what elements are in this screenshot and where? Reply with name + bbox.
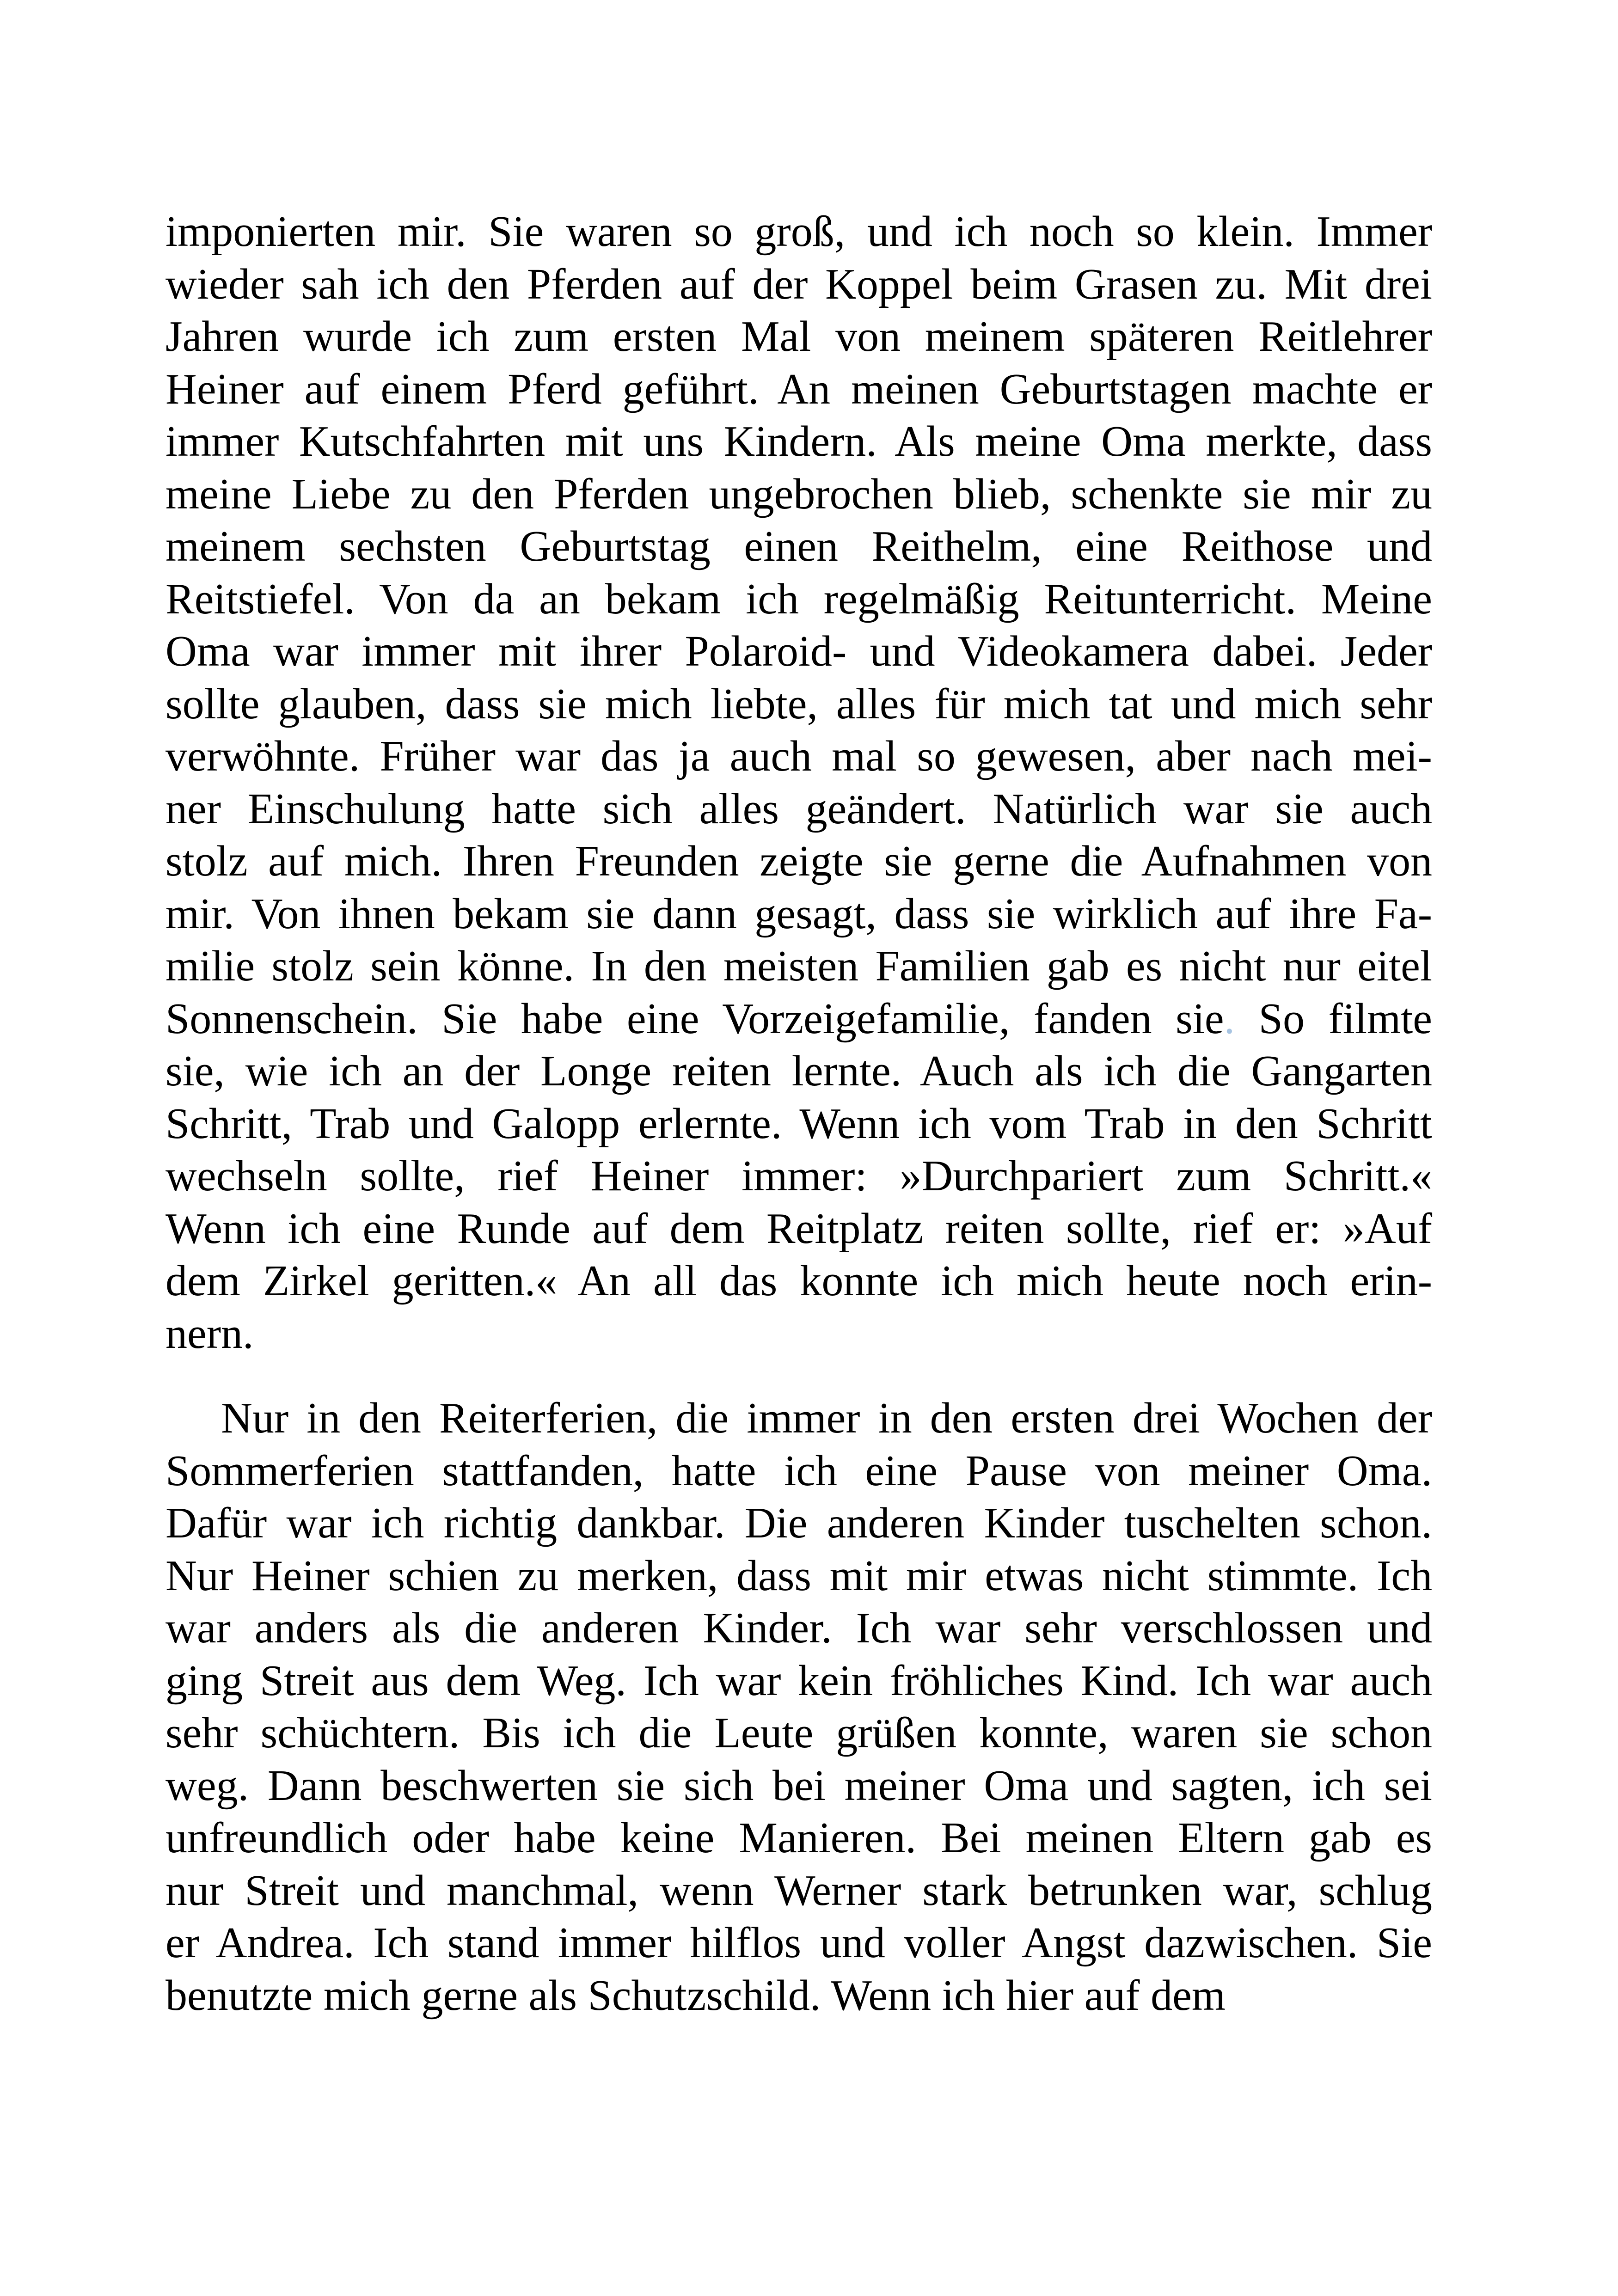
text-line: wechseln sollte, rief Heiner immer: »Durchpariert zum Schritt.« <box>165 1152 1432 1200</box>
text-line: Reitstiefel. Von da an bekam ich regelmäßig Reitunterricht. Meine <box>165 575 1432 623</box>
text-line: Heiner auf einem Pferd geführt. An meinen Geburtstagen machte er <box>165 365 1432 413</box>
text-line: imponierten mir. Sie waren so groß, und ich noch so klein. Immer <box>165 208 1432 256</box>
text-line: war anders als die anderen Kinder. Ich war sehr verschlossen und <box>165 1604 1432 1652</box>
paragraph <box>165 1392 1432 2022</box>
text-line: meinem sechsten Geburtstag einen Reithelm, eine Reithose und <box>165 522 1432 570</box>
text-line: sehr schüchtern. Bis ich die Leute grüßen konnte, waren sie schon <box>165 1709 1432 1757</box>
text-line: immer Kutschfahrten mit uns Kindern. Als meine Oma merkte, dass <box>165 417 1432 465</box>
text-line: unfreundlich oder habe keine Manieren. Bei meinen Eltern gab es <box>165 1814 1432 1862</box>
text-line: dem Zirkel geritten.« An all das konnte ich mich heute noch erin- <box>165 1257 1432 1305</box>
text-line: sie, wie ich an der Longe reiten lernte. Auch als ich die Gangarten <box>165 1047 1432 1095</box>
text-line: ner Einschulung hatte sich alles geändert. Natürlich war sie auch <box>165 784 1432 833</box>
text-line: sollte glauben, dass sie mich liebte, alles für mich tat und mich sehr <box>165 680 1432 728</box>
text-line: meine Liebe zu den Pferden ungebrochen blieb, schenkte sie mir zu <box>165 470 1432 518</box>
text-line: Wenn ich eine Runde auf dem Reitplatz reiten sollte, rief er: »Auf <box>165 1204 1432 1253</box>
text-line: benutzte mich gerne als Schutzschild. Wenn ich hier auf dem <box>165 1971 1226 2020</box>
text-line: Jahren wurde ich zum ersten Mal von meinem späteren Reitlehrer <box>165 312 1432 361</box>
text-line: Schritt, Trab und Galopp erlernte. Wenn ich vom Trab in den Schritt <box>165 1099 1432 1148</box>
text-line: Nur in den Reiterferien, die immer in den ersten drei Wochen der <box>221 1394 1432 1442</box>
text-line: verwöhnte. Früher war das ja auch mal so gewesen, aber nach mei- <box>165 732 1432 780</box>
text-line: Dafür war ich richtig dankbar. Die anderen Kinder tuschelten schon. <box>165 1499 1432 1547</box>
paragraph <box>165 206 1432 1360</box>
highlighted-period: . <box>1224 994 1235 1043</box>
text-line: weg. Dann beschwerten sie sich bei meiner Oma und sagten, ich sei <box>165 1761 1432 1810</box>
text-line: nern. <box>165 1309 254 1358</box>
text-line: ging Streit aus dem Weg. Ich war kein fröhliches Kind. Ich war auch <box>165 1656 1432 1705</box>
text-line: Oma war immer mit ihrer Polaroid- und Videokamera dabei. Jeder <box>165 627 1432 675</box>
text-line: stolz auf mich. Ihren Freunden zeigte sie gerne die Aufnahmen von <box>165 837 1432 885</box>
text-line: Sommerferien stattfanden, hatte ich eine Pause von meiner Oma. <box>165 1446 1432 1495</box>
document-page <box>165 206 1432 2022</box>
text-line: wieder sah ich den Pferden auf der Koppel beim Grasen zu. Mit drei <box>165 260 1432 308</box>
text-line: Nur Heiner schien zu merken, dass mit mir etwas nicht stimmte. Ich <box>165 1551 1432 1600</box>
text-line: mir. Von ihnen bekam sie dann gesagt, dass sie wirklich auf ihre Fa- <box>165 889 1432 938</box>
text-line: milie stolz sein könne. In den meisten Familien gab es nicht nur eitel <box>165 942 1432 990</box>
text-line: nur Streit und manchmal, wenn Werner stark betrunken war, schlug <box>165 1866 1432 1915</box>
text-line: Sonnenschein. Sie habe eine Vorzeigefamilie, fanden sie. So filmte <box>165 994 1432 1043</box>
text-line: er Andrea. Ich stand immer hilflos und voller Angst dazwischen. Sie <box>165 1919 1432 1967</box>
